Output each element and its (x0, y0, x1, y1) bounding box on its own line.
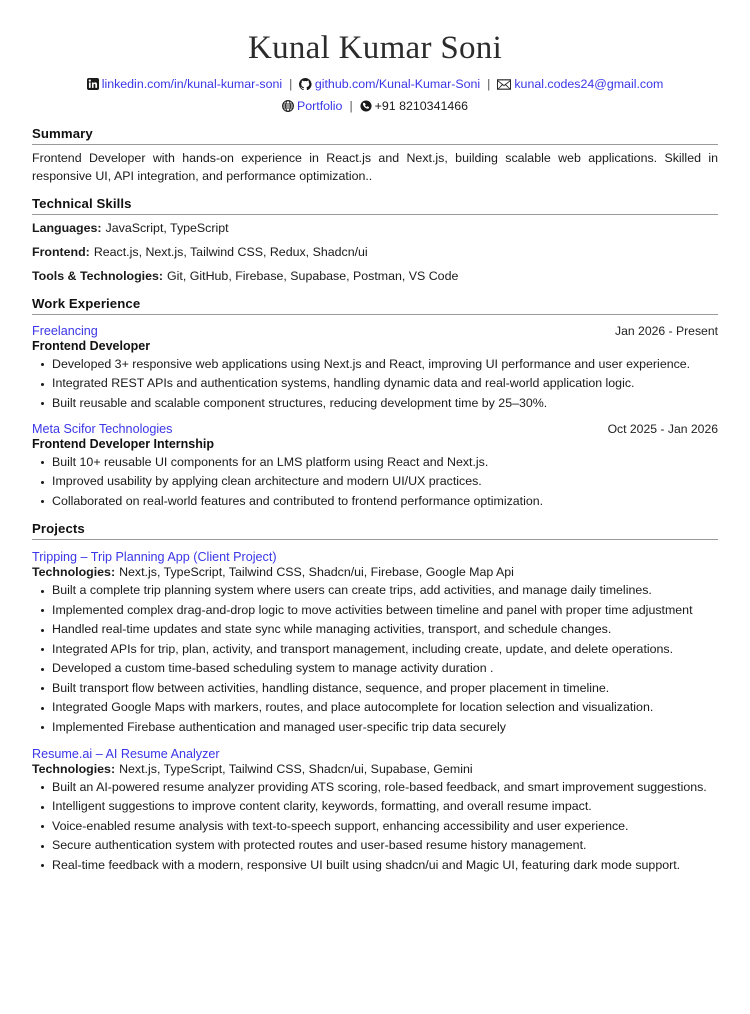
contact-separator-2: | (487, 76, 491, 91)
contact-linkedin[interactable] (87, 75, 282, 94)
contact-linkedin-text: linkedin.com/in/kunal-kumar-soni (101, 76, 283, 91)
project-technologies (32, 565, 718, 579)
experience-date: Oct 2025 - Jan 2026 (607, 421, 718, 436)
list-item: Developed a custom time-based scheduling system to manage activity duration . (32, 660, 718, 678)
contact-github[interactable] (299, 75, 480, 94)
list-item: Handled real-time updates and state sync while managing activities, transport, and schedule changes. (32, 621, 718, 639)
contact-separator: | (289, 76, 293, 91)
list-item: Built reusable and scalable component structures, reducing development time by 25–30%. (32, 395, 718, 413)
contact-row-secondary (32, 97, 718, 116)
experience-header (32, 324, 718, 338)
project-technologies-label: Technologies: (32, 761, 116, 776)
section-summary (32, 126, 718, 185)
contact-portfolio-text: Portfolio (296, 98, 343, 113)
contact-github-text: github.com/Kunal-Kumar-Soni (314, 76, 481, 91)
skill-row-frontend (32, 244, 718, 261)
project-technologies-value: Next.js, TypeScript, Tailwind CSS, Shadcn/ui, Supabase, Gemini (119, 761, 473, 776)
contact-phone (360, 97, 468, 116)
list-item: Collaborated on real-world features and contributed to frontend performance optimization. (32, 493, 718, 511)
list-item: Voice-enabled resume analysis with text-to-speech support, enhancing accessibility and user experience. (32, 818, 718, 836)
page-title: Kunal Kumar Soni (247, 30, 503, 66)
project-technologies-value: Next.js, TypeScript, Tailwind CSS, Shadcn/ui, Firebase, Google Map Api (119, 565, 514, 580)
experience-role: Frontend Developer Internship (32, 436, 214, 451)
skill-row-languages (32, 220, 718, 237)
github-icon (299, 78, 312, 91)
skill-label-frontend: Frontend: (32, 245, 90, 260)
project-technologies-label: Technologies: (32, 565, 116, 580)
skill-value-frontend: React.js, Next.js, Tailwind CSS, Redux, Shadcn/ui (93, 245, 368, 260)
summary-text: Frontend Developer with hands-on experience in React.js and Next.js, building scalable web applications. Skilled in responsive UI, API integration, and performance optimization.. (32, 151, 718, 183)
list-item: Integrated Google Maps with markers, routes, and place autocomplete for location selection and visualization. (32, 699, 718, 717)
list-item: Built transport flow between activities, handling distance, sequence, and proper placement in timeline. (32, 680, 718, 698)
linkedin-icon (87, 78, 99, 90)
section-rule-summary (32, 144, 718, 145)
list-item: Implemented complex drag-and-drop logic to move activities between timeline and panel with proper time adjustment (32, 602, 718, 620)
skill-label-tools: Tools & Technologies: (32, 268, 164, 283)
list-item: Intelligent suggestions to improve content clarity, keywords, formatting, and overall resume impact. (32, 798, 718, 816)
list-item: Built a complete trip planning system where users can create trips, add activities, and manage daily timelines. (32, 582, 718, 600)
project-bullet-list (32, 779, 718, 875)
experience-header (32, 422, 718, 436)
list-item: Real-time feedback with a modern, responsive UI built using shadcn/ui and Magic UI, featuring dark mode support. (32, 857, 718, 875)
experience-date: Jan 2026 - Present (615, 323, 718, 338)
project-entry (32, 747, 718, 875)
email-icon (497, 79, 511, 90)
experience-bullet-list (32, 454, 718, 511)
experience-organization[interactable]: Freelancing (32, 323, 98, 338)
skill-value-languages: JavaScript, TypeScript (105, 221, 229, 236)
experience-role: Frontend Developer (32, 338, 151, 353)
experience-entry (32, 422, 718, 511)
list-item: Improved usability by applying clean architecture and modern UI/UX practices. (32, 473, 718, 491)
section-title-summary: Summary (32, 126, 93, 142)
section-title-experience: Work Experience (32, 295, 141, 311)
contact-separator-3: | (349, 98, 353, 113)
list-item: Built 10+ reusable UI components for an LMS platform using React and Next.js. (32, 454, 718, 472)
experience-organization[interactable]: Meta Scifor Technologies (32, 421, 173, 436)
section-rule-projects (32, 539, 718, 540)
section-technical-skills (32, 196, 718, 284)
globe-icon (282, 100, 294, 112)
skill-row-tools (32, 268, 718, 285)
contact-email[interactable] (497, 75, 663, 94)
project-title[interactable]: Tripping – Trip Planning App (Client Project) (32, 550, 277, 565)
section-title-projects: Projects (32, 521, 85, 537)
section-rule-experience (32, 314, 718, 315)
section-rule-skills (32, 214, 718, 215)
section-title-skills: Technical Skills (32, 196, 132, 212)
contact-email-text: kunal.codes24@gmail.com (514, 76, 664, 91)
project-title[interactable]: Resume.ai – AI Resume Analyzer (32, 746, 220, 761)
section-projects (32, 521, 718, 874)
list-item: Developed 3+ responsive web applications using Next.js and React, improving UI performance and user experience. (32, 356, 718, 374)
project-bullet-list (32, 582, 718, 736)
skill-value-tools: Git, GitHub, Firebase, Supabase, Postman, VS Code (167, 268, 459, 283)
contact-row-primary (32, 75, 718, 94)
list-item: Secure authentication system with protected routes and user-based resume history management. (32, 837, 718, 855)
resume-header (32, 30, 718, 115)
list-item: Built an AI-powered resume analyzer providing ATS scoring, role-based feedback, and smart improvement suggestions. (32, 779, 718, 797)
project-technologies (32, 762, 718, 776)
project-entry (32, 550, 718, 736)
list-item: Implemented Firebase authentication and managed user-specific trip data securely (32, 719, 718, 737)
skill-label-languages: Languages: (32, 221, 102, 236)
list-item: Integrated APIs for trip, plan, activity, and transport management, including create, update, and delete operations. (32, 641, 718, 659)
contact-portfolio[interactable] (282, 97, 342, 116)
contact-phone-text: +91 8210341466 (374, 98, 469, 113)
phone-icon (360, 100, 372, 112)
experience-bullet-list (32, 356, 718, 413)
section-work-experience (32, 296, 718, 511)
list-item: Integrated REST APIs and authentication systems, handling dynamic data and real-world application logic. (32, 375, 718, 393)
experience-entry (32, 324, 718, 413)
